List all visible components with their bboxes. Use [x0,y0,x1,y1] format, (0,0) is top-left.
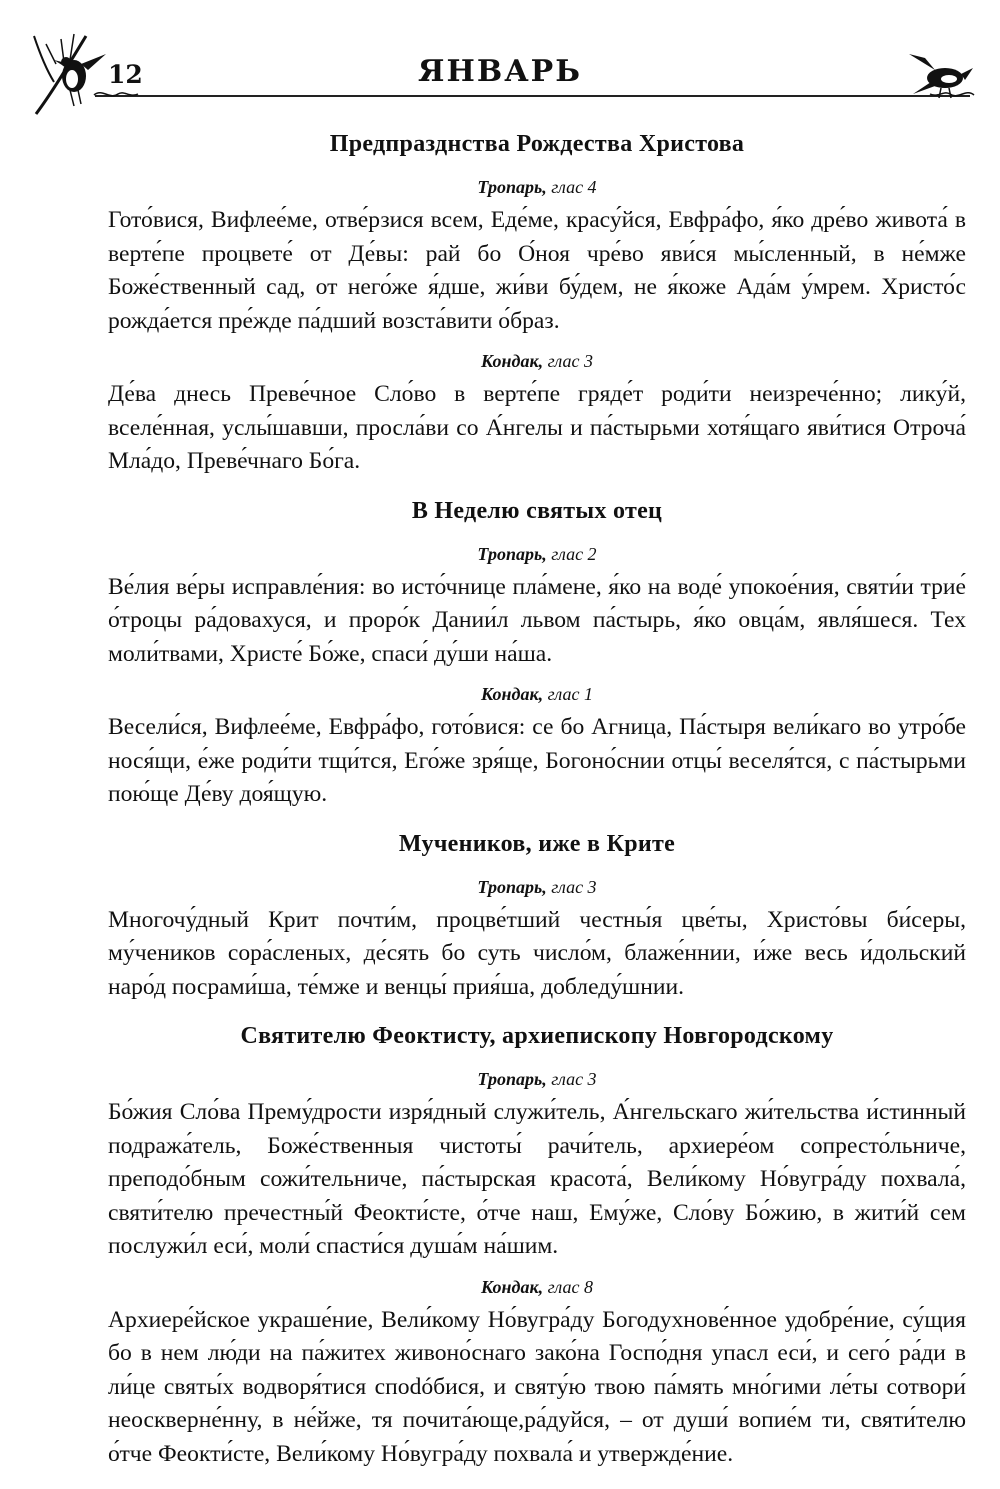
section-title: Святителю Феоктисту, архиепископу Новгородскому [240,1023,834,1049]
hymn-text: Ве́лия ве́ры исправле́ния: во исто́чнице пла́мене, я́ко на воде́ упокое́ния, святи́и трие́ о́троцы ра́довахуся, и проро́к Дании́л львом па́стырь, я́ко овца́м, явля́шеся. Тех моли́твами, Христе́ Бо́же, спаси́ ду́ши на́ша. [108,573,966,667]
hymn-label [108,681,966,707]
page-number: 12 [108,60,143,89]
flourish-left-icon [92,86,140,102]
running-title: ЯНВАРЬ [418,54,582,89]
hymn-tone: глас 3 [551,876,597,897]
hymn-type: Кондак, [481,1276,544,1297]
section-title: В Неделю святых отец [411,497,663,524]
section-title: Предпразднства Рождества Христова [329,131,745,157]
hymn-tone: глас 1 [547,684,593,704]
hymn-tone: глас 3 [547,351,593,371]
hymn-text: Де́ва днесь Преве́чное Сло́во в верте́пе гряде́т роди́ти неизрече́нно; лику́й, вселе́нная, услы́шавши, просла́ви со А́нгелы и па́стырьми хотя́щаго яви́тися Отроча́ Мла́до, Преве́чнаго Бо́га. [108,381,966,474]
hymn-type: Кондак, [481,351,544,371]
hymn-type: Кондак, [481,684,544,704]
hymn-label [108,348,966,374]
hymn-text: Многочу́дный Крит почти́м, процве́тший честны́я цве́ты, Христо́вы би́серы, му́чеников сора́сленых, де́сять бо суть число́м, блаже́ннии, и́же весь и́дольский наро́д посрами́ша, те́мже и венцы́ прия́ша, добледу́шнии. [108,906,966,1000]
hymn-tone: глас 3 [551,1069,597,1089]
hymn-label [108,874,966,900]
hymn-type: Тропарь, [477,876,547,897]
section [108,491,966,812]
hymn-type: Тропарь, [477,177,547,197]
hymn-text: Весели́ся, Вифлее́ме, Евфра́фо, гото́вися: се бо Агница, Па́стыря вели́каго во утро́бе нося́щи, е́же роди́ти тщи́тся, Его́же зря́ще, Богоно́снии отцы́ веселя́тся, с па́стырьми пою́ще Де́ву доя́щую. [108,714,966,807]
section [108,1016,966,1471]
hymn-text: Бо́жия Сло́ва Прему́дрости изря́дный служи́тель, А́нгельскаго жи́тельства и́стинный подража́тель, Боже́ственныя чистоты́ рачи́тель, архиере́ом сопресто́льниче, преподо́бным сожи́тельниче, па́стырская красота́, Вели́кому Но́вугра́ду похвала́, святи́телю пречестны́й Феокти́сте, о́тче наш, Ему́же, Сло́ву Бо́жию, в жити́й сем послужи́л еси́, моли́ спасти́ся душа́м на́шим. [108,1099,966,1259]
hymn-tone: глас 4 [551,177,597,197]
page-header [0,0,1000,125]
hymn-label [108,1066,966,1092]
hymn-label [108,174,966,200]
hymn-tone: глас 8 [547,1276,593,1297]
header-rule [95,95,970,97]
hymn-label [108,541,966,567]
hymn-type: Тропарь, [477,1069,547,1089]
section-title: Мучеников, иже в Крите [398,830,676,857]
section [108,124,966,479]
hymn-type: Тропарь, [477,543,547,564]
hymn-text: Архиере́йское украше́ние, Вели́кому Но́вугра́ду Богодухнове́нное удобре́ние, су́щия бо в нем лю́ди на па́житех живоно́снаго зако́на Госпо́дня упасл еси́, и сего́ ра́ди в ли́це святы́х водворя́тися спodóбися, и святу́ю твою па́мять мно́гими ле́ты сотвори́ неоскверне́нну, в не́йже, тя почита́юще,ра́дуйся, – от души́ вопие́м ти, святи́телю о́тче Феокти́сте, Вели́кому Но́вугра́ду похвала́ и утвержде́ние. [108,1306,966,1467]
hymn-label [108,1274,966,1300]
hymn-tone: глас 2 [551,543,597,564]
section [108,824,966,1005]
page-content [108,112,966,1477]
magpie-flying-icon [905,48,975,100]
hymn-text: Гото́вися, Вифлее́ме, отве́рзися всем, Еде́ме, красу́йся, Евфра́фо, я́ко дре́во живота́ в верте́пе процвете́ от Де́вы: рай бо О́ноя чре́во яви́ся мы́сленный, в не́мже Боже́ственный сад, от него́же я́дше, жи́ви бу́дем, не я́коже Ада́м у́мрем. Христо́с рожда́ется пре́жде па́дший возста́вити о́браз. [108,207,966,334]
